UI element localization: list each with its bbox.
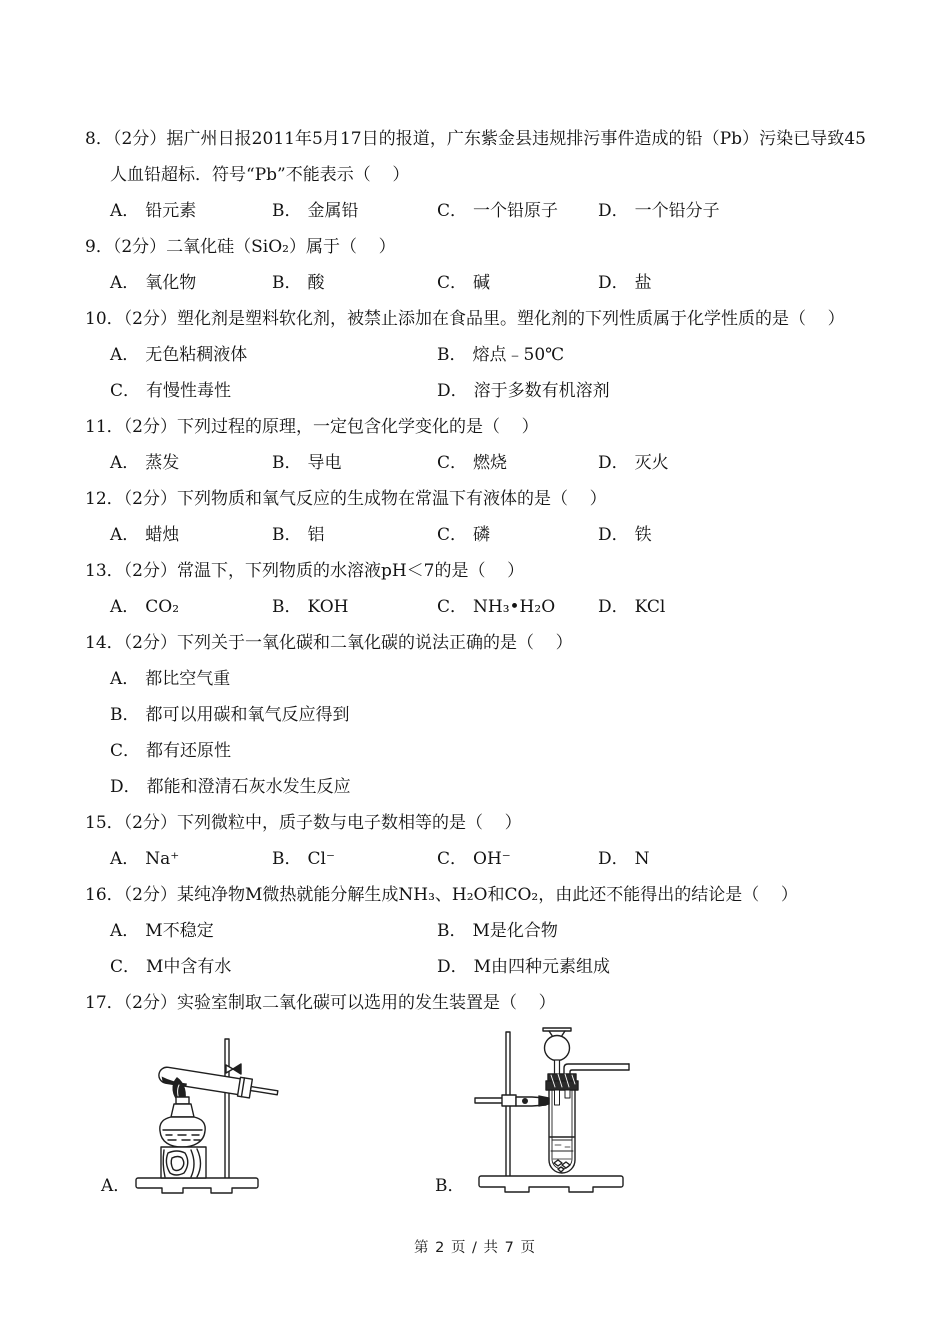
option-label: A． (110, 525, 140, 545)
figure-option-a (101, 1027, 284, 1199)
option-b (272, 841, 437, 877)
option-row (110, 193, 866, 229)
figure-row (85, 1021, 866, 1195)
option-label: A． (110, 921, 140, 941)
option-list (110, 661, 866, 805)
question-number: 8． (85, 129, 113, 149)
question-stem (85, 229, 866, 265)
option-c (110, 949, 437, 985)
option-text: 灭火 (634, 453, 669, 473)
option-label: D． (110, 777, 141, 797)
heating-apparatus-diagram-icon (134, 1027, 284, 1199)
option-label: C． (437, 201, 468, 221)
option-text: 盐 (634, 273, 652, 293)
option-a (110, 913, 437, 949)
option-label: C． (437, 849, 468, 869)
option-text: 碱 (473, 273, 491, 293)
funnel-apparatus-diagram-icon (469, 1027, 634, 1199)
question-number: 14． (85, 633, 124, 653)
question-text: （2分）下列物质和氧气反应的生成物在常温下有液体的是（ ） (123, 489, 607, 509)
question-number: 17． (85, 993, 124, 1013)
option-label: C． (437, 273, 468, 293)
option-text: 蒸发 (145, 453, 180, 473)
option-label: D． (598, 453, 629, 473)
option-label: C． (110, 741, 141, 761)
option-text: 都比空气重 (145, 669, 231, 689)
option-label: D． (598, 273, 629, 293)
option-c (437, 517, 598, 553)
question-stem (85, 625, 866, 661)
question-16 (85, 877, 866, 985)
option-text: KOH (307, 597, 349, 617)
option-text: 磷 (473, 525, 491, 545)
option-text: N (634, 849, 650, 869)
question-text: （2分）某纯净物M微热就能分解生成NH₃、H₂O和CO₂，由此还不能得出的结论是（ ） (123, 885, 798, 905)
option-label: B． (272, 849, 302, 869)
option-text: M是化合物 (472, 921, 558, 941)
question-9 (85, 229, 866, 301)
option-label: C． (437, 597, 468, 617)
question-number: 13． (85, 561, 124, 581)
option-label: B． (110, 705, 140, 725)
question-number: 12． (85, 489, 124, 509)
option-text: Cl⁻ (307, 849, 335, 869)
option-c (437, 841, 598, 877)
option-a (110, 337, 437, 373)
option-label: D． (598, 597, 629, 617)
option-a (110, 589, 272, 625)
question-number: 15． (85, 813, 124, 833)
option-text: 铝 (307, 525, 325, 545)
option-c (437, 589, 598, 625)
option-d (598, 589, 866, 625)
option-row (110, 589, 866, 625)
question-text: （2分）塑化剂是塑料软化剂，被禁止添加在食品里。塑化剂的下列性质属于化学性质的是（ ） (123, 309, 845, 329)
question-text: （2分）下列过程的原理，一定包含化学变化的是（ ） (123, 417, 539, 437)
option-a (110, 661, 866, 697)
option-a (110, 445, 272, 481)
option-b (272, 517, 437, 553)
option-label: B． (437, 345, 467, 365)
option-text: CO₂ (145, 597, 180, 617)
option-label: C． (110, 381, 141, 401)
option-label: B． (272, 273, 302, 293)
option-text: 溶于多数有机溶剂 (473, 381, 610, 401)
option-row (110, 517, 866, 553)
question-stem (85, 121, 866, 193)
option-a (110, 193, 272, 229)
question-number: 11． (85, 417, 124, 437)
figure-option-b (435, 1027, 634, 1199)
option-d (437, 373, 866, 409)
option-label: D． (437, 957, 468, 977)
option-a (110, 841, 272, 877)
question-text: （2分）二氧化硅（SiO₂）属于（ ） (112, 237, 396, 257)
question-text: （2分）据广州日报2011年5月17日的报道，广东紫金县违规排污事件造成的铅（Pb）污染已导致45人血铅超标．符号“Pb”不能表示（ ） (110, 129, 866, 185)
question-text: （2分）实验室制取二氧化碳可以选用的发生装置是（ ） (123, 993, 556, 1013)
option-label: A． (110, 669, 140, 689)
question-11 (85, 409, 866, 481)
option-text: KCl (634, 597, 666, 617)
question-stem (85, 481, 866, 517)
option-b (272, 589, 437, 625)
option-c (437, 193, 598, 229)
option-text: 都能和澄清石灰水发生反应 (146, 777, 351, 797)
option-c (110, 373, 437, 409)
option-row (110, 265, 866, 301)
option-text: 一个铅原子 (473, 201, 559, 221)
option-b (272, 445, 437, 481)
figure-label: B． (435, 1176, 465, 1196)
option-text: 氧化物 (145, 273, 197, 293)
question-stem (85, 553, 866, 589)
option-row (110, 841, 866, 877)
question-15 (85, 805, 866, 877)
option-text: Na⁺ (145, 849, 180, 869)
option-label: D． (598, 201, 629, 221)
option-label: D． (598, 849, 629, 869)
option-d (598, 193, 866, 229)
option-label: C． (437, 453, 468, 473)
option-d (437, 949, 866, 985)
option-label: A． (110, 453, 140, 473)
option-d (598, 841, 866, 877)
option-d (598, 265, 866, 301)
question-8 (85, 121, 866, 229)
option-label: A． (110, 345, 140, 365)
question-12 (85, 481, 866, 553)
option-text: OH⁻ (473, 849, 511, 869)
option-label: D． (437, 381, 468, 401)
page-number-footer: 第 2 页 / 共 7 页 (414, 1240, 536, 1256)
option-d (110, 769, 866, 805)
option-text: M不稳定 (145, 921, 214, 941)
question-13 (85, 553, 866, 625)
question-stem (85, 877, 866, 913)
option-text: 都有还原性 (146, 741, 232, 761)
option-text: 都可以用碳和氧气反应得到 (145, 705, 350, 725)
option-row (110, 913, 866, 985)
option-label: B． (272, 201, 302, 221)
option-label: C． (110, 957, 141, 977)
option-label: C． (437, 525, 468, 545)
option-label: D． (598, 525, 629, 545)
option-row (110, 337, 866, 409)
option-label: B． (272, 453, 302, 473)
option-text: 铁 (634, 525, 652, 545)
option-text: 铅元素 (145, 201, 197, 221)
option-text: 金属铅 (307, 201, 359, 221)
option-text: M由四种元素组成 (473, 957, 611, 977)
option-text: 一个铅分子 (634, 201, 720, 221)
option-text: 导电 (307, 453, 342, 473)
option-d (598, 445, 866, 481)
option-label: B． (272, 597, 302, 617)
option-label: A． (110, 849, 140, 869)
question-text: （2分）下列关于一氧化碳和二氧化碳的说法正确的是（ ） (123, 633, 573, 653)
option-text: 有慢性毒性 (146, 381, 232, 401)
option-c (437, 445, 598, 481)
option-c (437, 265, 598, 301)
option-b (110, 697, 866, 733)
question-text: （2分）下列微粒中，质子数与电子数相等的是（ ） (123, 813, 522, 833)
option-b (437, 337, 866, 373)
option-text: 燃烧 (473, 453, 508, 473)
question-stem (85, 985, 866, 1021)
question-10 (85, 301, 866, 409)
question-17 (85, 985, 866, 1021)
question-stem (85, 805, 866, 841)
option-text: 酸 (307, 273, 325, 293)
question-number: 16． (85, 885, 124, 905)
option-text: M中含有水 (146, 957, 232, 977)
option-text: NH₃•H₂O (473, 597, 556, 617)
question-number: 10． (85, 309, 124, 329)
question-number: 9． (85, 237, 113, 257)
question-stem (85, 409, 866, 445)
option-label: B． (437, 921, 467, 941)
question-14 (85, 625, 866, 805)
option-label: A． (110, 273, 140, 293)
option-a (110, 517, 272, 553)
question-text: （2分）常温下，下列物质的水溶液pH＜7的是（ ） (123, 561, 525, 581)
option-label: A． (110, 597, 140, 617)
option-a (110, 265, 272, 301)
option-text: 无色粘稠液体 (145, 345, 248, 365)
option-row (110, 445, 866, 481)
option-label: A． (110, 201, 140, 221)
option-text: 熔点﹣50℃ (472, 345, 565, 365)
option-text: 蜡烛 (145, 525, 180, 545)
figure-label: A． (101, 1176, 131, 1196)
question-stem (85, 301, 866, 337)
option-c (110, 733, 866, 769)
option-b (437, 913, 866, 949)
option-d (598, 517, 866, 553)
option-b (272, 193, 437, 229)
option-b (272, 265, 437, 301)
option-label: B． (272, 525, 302, 545)
